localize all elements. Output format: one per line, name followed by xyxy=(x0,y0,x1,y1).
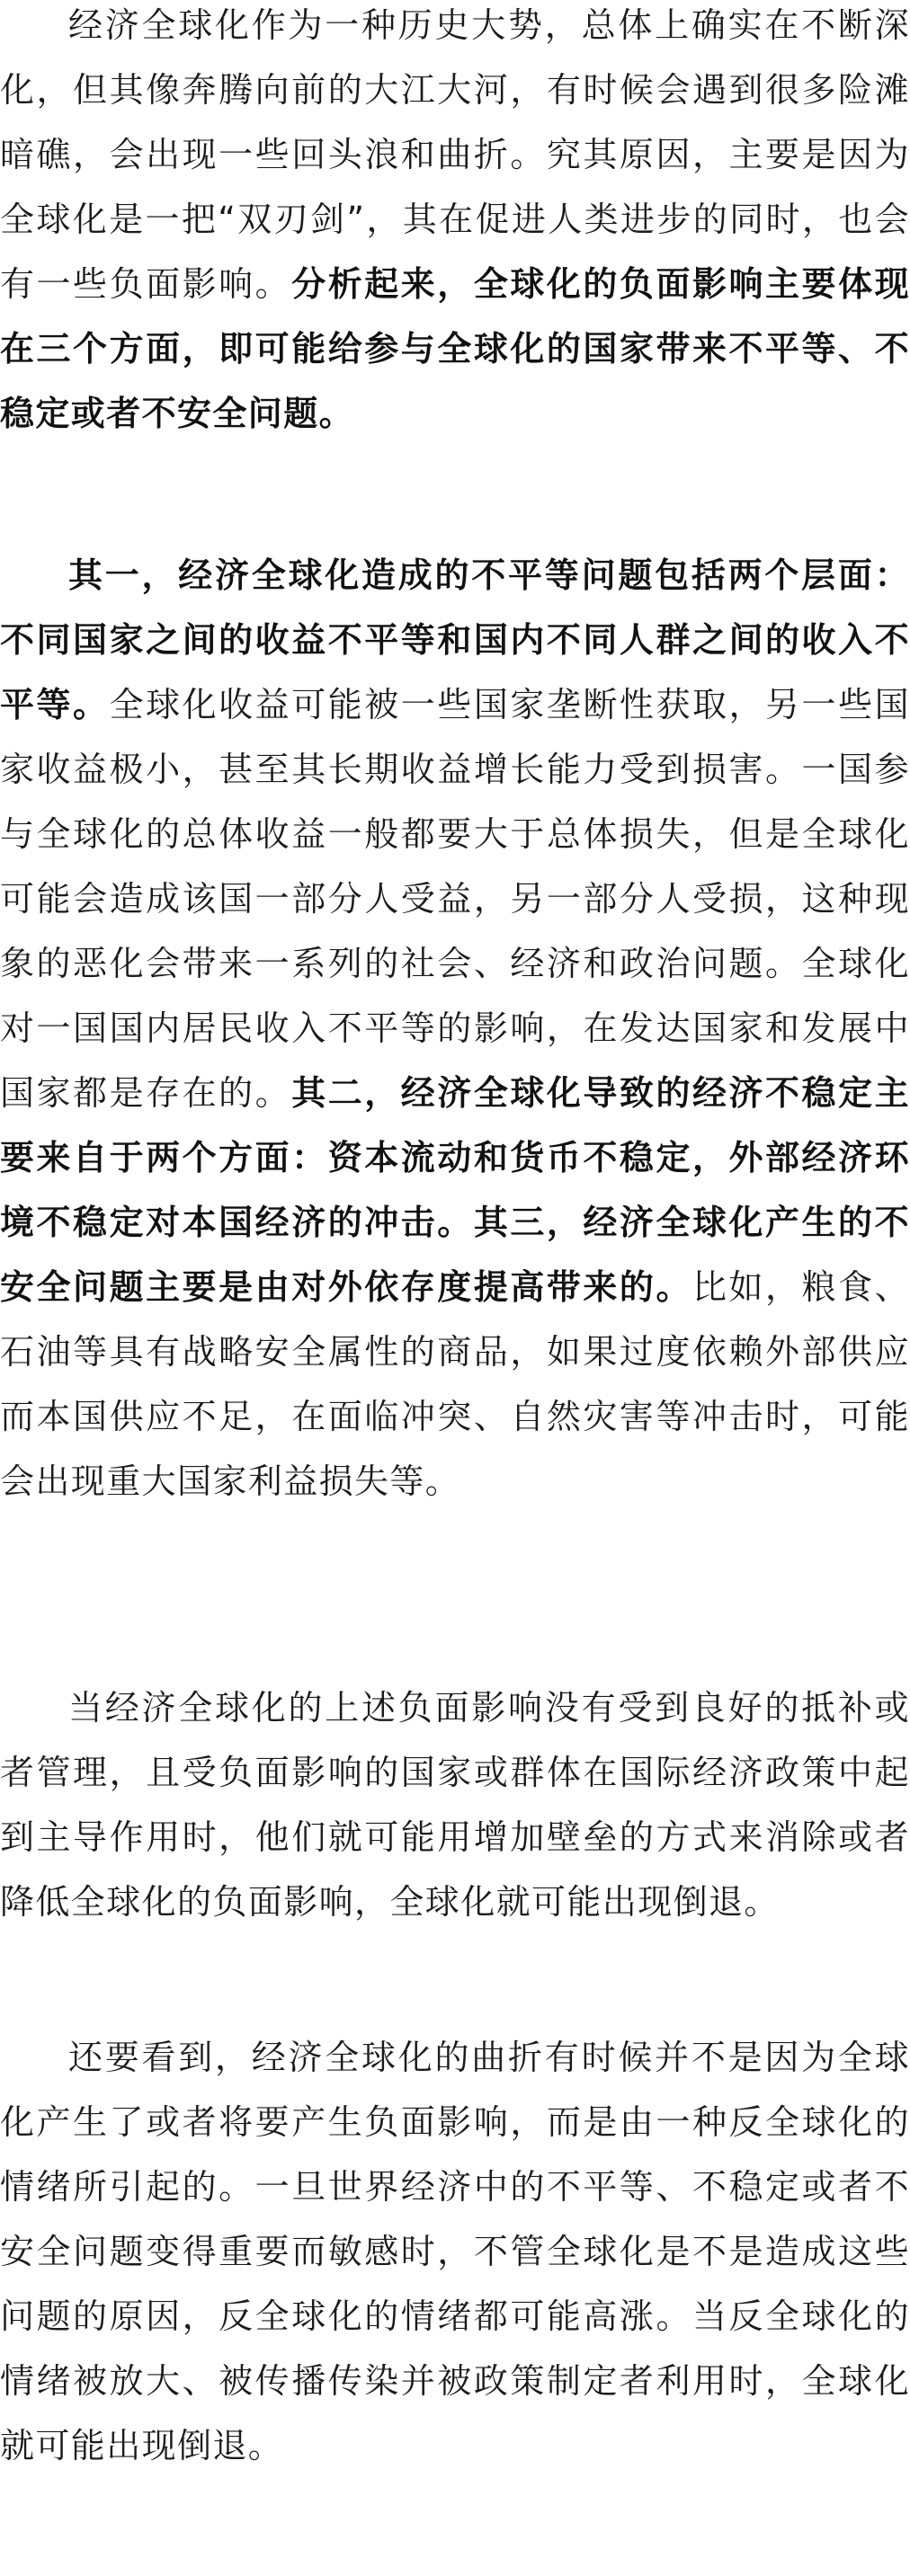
paragraph-2-bold-inequality: 其一，经济全球化造成的不平等问题包括两个层面：不同国家之间的收益不平等和国内不同人群之间的收入不平等。 xyxy=(0,555,910,724)
paragraph-2 xyxy=(0,543,910,1514)
paragraph-3 xyxy=(0,1675,910,1934)
paragraph-3-text: 当经济全球化的上述负面影响没有受到良好的抵补或者管理，且受负面影响的国家或群体在国际经济政策中起到主导作用时，他们就可能用增加壁垒的方式来消除或者降低全球化的负面影响，全球化就可能出现倒退。 xyxy=(0,1688,910,1922)
paragraph-2-bold-instability-insecurity: 其二，经济全球化导致的经济不稳定主要来自于两个方面：资本流动和货币不稳定，外部经济环境不稳定对本国经济的冲击。其三，经济全球化产生的不安全问题主要是由对外依存度提高带来的。 xyxy=(0,1073,910,1307)
paragraph-1-text: 经济全球化作为一种历史大势，总体上确实在不断深化，但其像奔腾向前的大江大河，有时候会遇到很多险滩暗礁，会出现一些回头浪和曲折。究其原因，主要是因为全球化是一把“双刃剑”，其在促进人类进步的同时，也会有一些负面影响。 xyxy=(0,5,910,304)
paragraph-2-text-security-example: 比如，粮食、石油等具有战略安全属性的商品，如果过度依赖外部供应而本国供应不足，在面临冲突、自然灾害等冲击时，可能会出现重大国家利益损失等。 xyxy=(0,1267,910,1501)
paragraph-1-bold-summary: 分析起来，全球化的负面影响主要体现在三个方面，即可能给参与全球化的国家带来不平等、不稳定或者不安全问题。 xyxy=(0,264,910,433)
paragraph-1 xyxy=(0,0,910,446)
paragraph-4-text: 还要看到，经济全球化的曲折有时候并不是因为全球化产生了或者将要产生负面影响，而是由一种反全球化的情绪所引起的。一旦世界经济中的不平等、不稳定或者不安全问题变得重要而敏感时，不管全球化是不是造成这些问题的原因，反全球化的情绪都可能高涨。当反全球化的情绪被放大、被传播传染并被政策制定者利用时，全球化就可能出现倒退。 xyxy=(0,2038,910,2465)
paragraph-2-text-inequality: 全球化收益可能被一些国家垄断性获取，另一些国家收益极小，甚至其长期收益增长能力受到损害。一国参与全球化的总体收益一般都要大于总体损失，但是全球化可能会造成该国一部分人受益，另一部分人受损，这种现象的恶化会带来一系列的社会、经济和政治问题。全球化对一国国内居民收入不平等的影响，在发达国家和发展中国家都是存在的。 xyxy=(0,685,910,1113)
paragraph-4 xyxy=(0,2025,910,2478)
